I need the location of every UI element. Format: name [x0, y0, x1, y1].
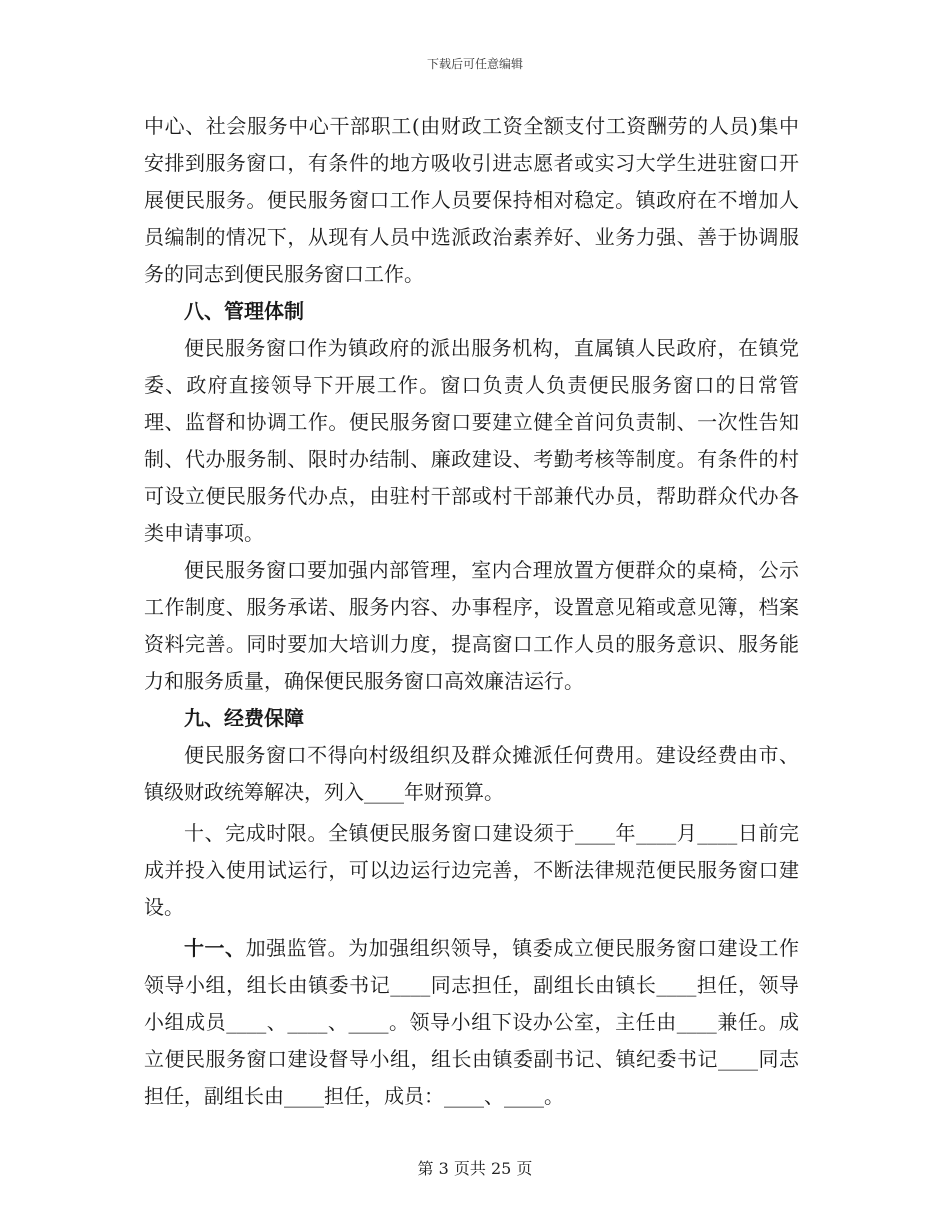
supervision-lead: 十一、 [184, 936, 246, 960]
page-header: 下载后可任意编辑 [426, 57, 523, 71]
section-heading-management: 八、管理体制 [184, 299, 304, 323]
section-heading-funding: 九、经费保障 [184, 706, 304, 730]
paragraph-supervision [144, 930, 799, 1115]
supervision-text: 加强监管。为加强组织领导，镇委成立便民服务窗口建设工作领导小组，组长由镇委书记____同志担任，副组长由镇长____担任，领导小组成员____、____、____。领导小组下设办公室，主任由____兼任。成立便民服务窗口建设督导小组，组长由镇委副书记、镇纪委书记____同志担任，副组长由____担任，成员：____、____。 [144, 936, 800, 1108]
document-body [144, 108, 799, 1115]
paragraph-management-system: 便民服务窗口作为镇政府的派出服务机构，直属镇人民政府，在镇党委、政府直接领导下开展工作。窗口负责人负责便民服务窗口的日常管理、监督和协调工作。便民服务窗口要建立健全首问负责制、一次性告知制、代办服务制、限时办结制、廉政建设、考勤考核等制度。有条件的村可设立便民服务代办点，由驻村干部或村干部兼代办员，帮助群众代办各类申请事项。 [144, 336, 799, 545]
paragraph-deadline: 十、完成时限。全镇便民服务窗口建设须于____年____月____日前完成并投入使用试运行，可以边运行边完善，不断法律规范便民服务窗口建设。 [144, 821, 799, 919]
paragraph-staffing: 中心、社会服务中心干部职工(由财政工资全额支付工资酬劳的人员)集中安排到服务窗口，有条件的地方吸收引进志愿者或实习大学生进驻窗口开展便民服务。便民服务窗口工作人员要保持相对稳定。镇政府在不增加人员编制的情况下，从现有人员中选派政治素养好、业务力强、善于协调服务的同志到便民服务窗口工作。 [144, 114, 799, 286]
paragraph-internal-management: 便民服务窗口要加强内部管理，室内合理放置方便群众的桌椅，公示工作制度、服务承诺、服务内容、办事程序，设置意见箱或意见簿，档案资料完善。同时要加大培训力度，提高窗口工作人员的服务意识、服务能力和服务质量，确保便民服务窗口高效廉洁运行。 [144, 558, 799, 693]
paragraph-funding: 便民服务窗口不得向村级组织及群众摊派任何费用。建设经费由市、镇级财政统筹解决，列入____年财预算。 [144, 743, 799, 804]
page-number: 第 3 页共 25 页 [417, 1159, 533, 1178]
